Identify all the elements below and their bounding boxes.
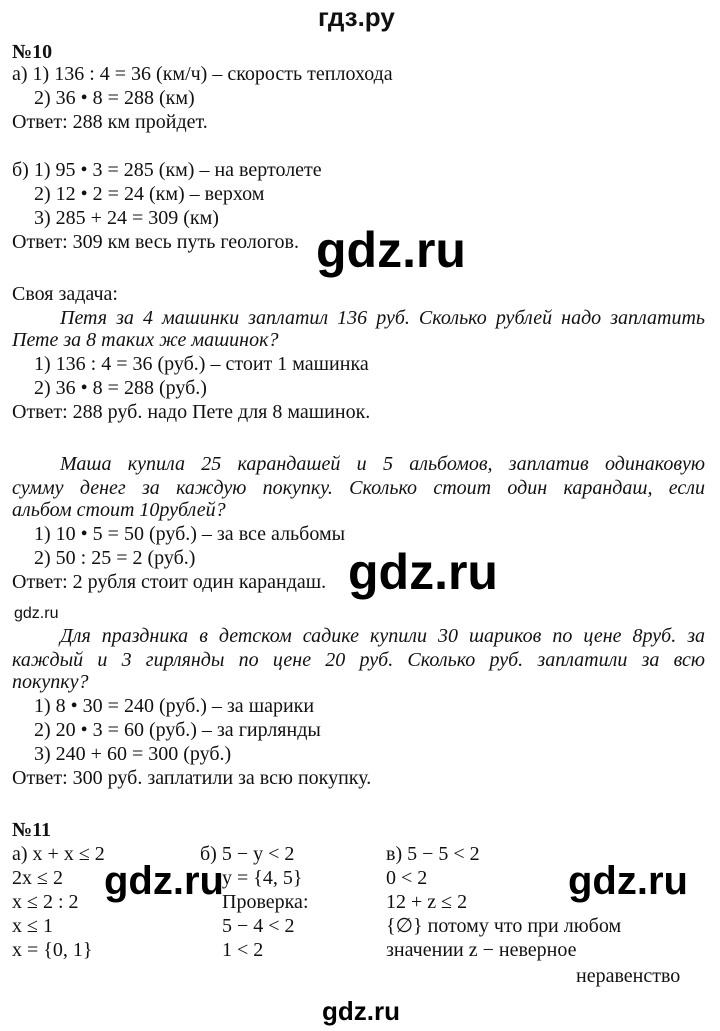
task-text: каждый и 3 гирлянды по цене 20 руб. Сколько руб. заплатили за всю bbox=[12, 649, 705, 671]
answer: Ответ: 309 км весь путь геологов. bbox=[12, 231, 300, 253]
line: 0 < 2 bbox=[386, 867, 428, 889]
answer: Ответ: 288 км пройдет. bbox=[12, 111, 208, 133]
line: 1) 10 • 5 = 50 (руб.) – за все альбомы bbox=[34, 523, 346, 545]
site-header: гдз.ру bbox=[318, 2, 395, 32]
line: 1 < 2 bbox=[222, 939, 264, 961]
line: а) x + x ≤ 2 bbox=[12, 843, 105, 865]
problem-11-title: №11 bbox=[12, 819, 51, 841]
watermark: gdz.ru bbox=[104, 859, 224, 903]
line: Проверка: bbox=[222, 891, 309, 913]
problem-10-title: №10 bbox=[12, 41, 53, 63]
line: 2) 36 • 8 = 288 (км) bbox=[34, 87, 195, 109]
line: 5 − 4 < 2 bbox=[222, 915, 295, 937]
task-text: Пете за 8 таких же машинок? bbox=[12, 329, 279, 351]
task-text: Петя за 4 машинки заплатил 136 руб. Сколько рублей надо заплатить bbox=[60, 307, 705, 329]
line: 2) 12 • 2 = 24 (км) – верхом bbox=[34, 183, 265, 205]
task-text: покупку? bbox=[12, 671, 89, 693]
watermark: gdz.ru bbox=[322, 996, 400, 1026]
line: 3) 240 + 60 = 300 (руб.) bbox=[34, 743, 232, 765]
line: б) 1) 95 • 3 = 285 (км) – на вертолете bbox=[12, 159, 322, 181]
task-text: сумму денег за каждую покупку. Сколько стоит один карандаш, если bbox=[12, 477, 705, 499]
answer: Ответ: 300 руб. заплатили за всю покупку. bbox=[12, 767, 372, 789]
line: x ≤ 1 bbox=[12, 915, 53, 937]
line: {∅} потому что при любом bbox=[386, 915, 622, 937]
own-task-label: Своя задача: bbox=[12, 283, 118, 305]
watermark-small: gdz.ru bbox=[14, 605, 59, 622]
line: 12 + z ≤ 2 bbox=[386, 891, 468, 913]
line: 1) 8 • 30 = 240 (руб.) – за шарики bbox=[34, 695, 315, 717]
line: 2) 36 • 8 = 288 (руб.) bbox=[34, 377, 207, 399]
task-text: альбом стоит 10рублей? bbox=[12, 499, 226, 521]
line: значении z − неверное bbox=[386, 939, 577, 961]
line: 3) 285 + 24 = 309 (км) bbox=[34, 207, 219, 229]
line: в) 5 − 5 < 2 bbox=[386, 843, 480, 865]
line: а) 1) 136 : 4 = 36 (км/ч) – скорость теплохода bbox=[12, 63, 393, 85]
watermark: gdz.ru bbox=[348, 544, 498, 600]
answer: Ответ: 288 руб. надо Пете для 8 машинок. bbox=[12, 401, 371, 423]
line: x = {0, 1} bbox=[12, 939, 93, 961]
answer: Ответ: 2 рубля стоит один карандаш. bbox=[12, 571, 327, 593]
line: 2) 20 • 3 = 60 (руб.) – за гирлянды bbox=[34, 719, 321, 741]
line: б) 5 − y < 2 bbox=[200, 843, 295, 865]
line: x ≤ 2 : 2 bbox=[12, 891, 79, 913]
watermark: gdz.ru bbox=[568, 859, 688, 903]
line: y = {4, 5} bbox=[222, 867, 303, 889]
line: 2) 50 : 25 = 2 (руб.) bbox=[34, 547, 196, 569]
line: неравенство bbox=[576, 965, 681, 987]
watermark: gdz.ru bbox=[316, 222, 466, 278]
line: 2x ≤ 2 bbox=[12, 867, 63, 889]
task-text: Маша купила 25 карандашей и 5 альбомов, заплатив одинаковую bbox=[60, 453, 705, 475]
line: 1) 136 : 4 = 36 (руб.) – стоит 1 машинка bbox=[34, 353, 369, 375]
task-text: Для праздника в детском садике купили 30 шариков по цене 8руб. за bbox=[60, 625, 705, 647]
